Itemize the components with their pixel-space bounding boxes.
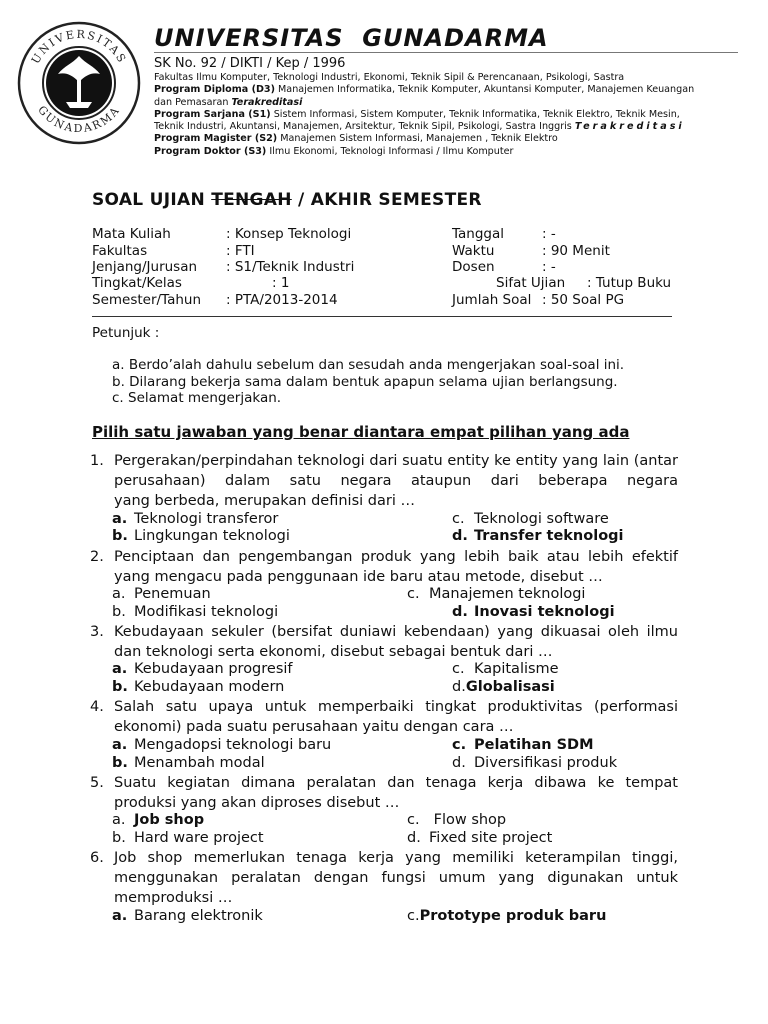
option: d. Diversifikasi produk bbox=[452, 755, 618, 771]
faculties-line: Fakultas Ilmu Komputer, Teknologi Industri, Ekonomi, Teknik Sipil & Perencanaan, Psikologi, Sastra bbox=[154, 72, 625, 83]
option: c. Flow shop bbox=[407, 812, 507, 828]
option: b. Lingkungan teknologi bbox=[112, 528, 290, 544]
info-label: Dosen bbox=[452, 259, 495, 275]
sk-number: SK No. 92 / DIKTI / Kep / 1996 bbox=[154, 56, 346, 71]
info-value: : 90 Menit bbox=[542, 243, 610, 259]
info-divider bbox=[92, 316, 672, 317]
option: c. Manajemen teknologi bbox=[407, 586, 586, 602]
option: a. Penemuan bbox=[112, 586, 211, 602]
program-list bbox=[154, 72, 744, 158]
exam-title: SOAL UJIAN TENGAH / AKHIR SEMESTER bbox=[92, 190, 482, 210]
option: a. Barang elektronik bbox=[112, 908, 263, 924]
info-label: Tanggal bbox=[452, 226, 505, 242]
instruction-item: a. Berdo’alah dahulu sebelum dan sesudah anda mengerjakan soal-soal ini. bbox=[112, 357, 625, 373]
info-value: : 50 Soal PG bbox=[542, 292, 625, 308]
option: c. Kapitalisme bbox=[452, 661, 559, 677]
option-correct: d. Transfer teknologi bbox=[452, 528, 624, 544]
option-correct: c. Pelatihan SDM bbox=[452, 737, 594, 753]
question: 5. Suatu kegiatan dimana peralatan dan tenaga kerja dibawa ke tempat produksi yang akan diproses disebut … bbox=[90, 775, 678, 811]
info-label: Fakultas bbox=[92, 243, 148, 259]
info-value: : - bbox=[542, 259, 556, 275]
info-label: Waktu bbox=[452, 243, 495, 259]
info-value: : FTI bbox=[226, 243, 255, 259]
question: 4. Salah satu upaya untuk memperbaiki tingkat produktivitas (performasi ekonomi) pada suatu perusahaan yaitu dengan cara … bbox=[90, 699, 678, 735]
question: 2. Penciptaan dan pengembangan produk yang lebih baik atau lebih efektif yang mengacu pada penggunaan ide baru atau metode, disebut … bbox=[90, 549, 678, 585]
info-value: : S1/Teknik Industri bbox=[226, 259, 355, 275]
option: d. Fixed site project bbox=[407, 830, 553, 846]
accreditation-badge: Terakreditasi bbox=[231, 96, 303, 108]
option: b. Hard ware project bbox=[112, 830, 264, 846]
question: 1. Pergerakan/perpindahan teknologi dari suatu entity ke entity yang lain (antar perusahaan) dalam satu negara ataupun dari beberapa negara yang berbeda, merupakan definisi dari … bbox=[90, 453, 678, 509]
question: 3. Kebudayaan sekuler (bersifat duniawi kebendaan) yang dikuasai oleh ilmu dan teknologi serta ekonomi, disebut sebagai bentuk dari … bbox=[90, 624, 678, 660]
option-correct: a. Job shop bbox=[112, 812, 205, 828]
magister-line: Program Magister (S2) Manajemen Sistem Informasi, Manajemen , Teknik Elektro bbox=[154, 133, 558, 145]
info-value: : Tutup Buku bbox=[587, 275, 672, 291]
instruction-item: b. Dilarang bekerja sama dalam bentuk apapun selama ujian berlangsung. bbox=[112, 374, 618, 390]
info-value: : PTA/2013-2014 bbox=[226, 292, 338, 308]
svg-text:GUNADARMA: GUNADARMA bbox=[35, 103, 123, 135]
option: b. Modifikasi teknologi bbox=[112, 604, 279, 620]
question: 6. Job shop memerlukan tenaga kerja yang memiliki keterampilan tinggi, menggunakan peralatan dengan fungsi umum yang digunakan untuk memproduksi … bbox=[90, 850, 678, 906]
diploma-line-2: dan Pemasaran Terakreditasi bbox=[154, 96, 303, 108]
option: b. Menambah modal bbox=[112, 755, 265, 771]
option: c. Teknologi software bbox=[452, 511, 609, 527]
info-label: Sifat Ujian bbox=[496, 275, 566, 291]
info-label: Jenjang/Jurusan bbox=[92, 259, 198, 275]
university-logo bbox=[16, 20, 142, 146]
option-correct: c.Prototype produk baru bbox=[407, 908, 607, 924]
doktor-line: Program Doktor (S3) Ilmu Ekonomi, Teknologi Informasi / Ilmu Komputer bbox=[154, 145, 514, 157]
info-value: : - bbox=[542, 226, 556, 242]
title-rule bbox=[154, 52, 738, 53]
info-value: : Konsep Teknologi bbox=[226, 226, 352, 242]
info-label: Jumlah Soal bbox=[452, 292, 532, 308]
svg-text:UNIVERSITAS: UNIVERSITAS bbox=[28, 27, 130, 67]
info-label: Mata Kuliah bbox=[92, 226, 171, 242]
section-heading: Pilih satu jawaban yang benar diantara empat pilihan yang ada bbox=[92, 423, 630, 441]
info-label: Tingkat/Kelas bbox=[92, 275, 182, 291]
option: a. Mengadopsi teknologi baru bbox=[112, 737, 332, 753]
university-title: UNIVERSITAS GUNADARMA bbox=[154, 24, 549, 52]
diploma-line: Program Diploma (D3) Manajemen Informatika, Teknik Komputer, Akuntansi Komputer, Manajemen Keuangan bbox=[154, 84, 695, 96]
info-label: Semester/Tahun bbox=[92, 292, 202, 308]
option-correct: d. Inovasi teknologi bbox=[452, 604, 615, 620]
option: a. Kebudayaan progresif bbox=[112, 661, 293, 677]
option-correct: d.Globalisasi bbox=[452, 679, 555, 695]
sarjana-line: Program Sarjana (S1) Sistem Informasi, Sistem Komputer, Teknik Informatika, Teknik Elektro, Teknik Mesin, bbox=[154, 108, 680, 120]
instructions-heading: Petunjuk : bbox=[92, 325, 160, 341]
accreditation-badge: Terakreditasi bbox=[574, 121, 685, 133]
sarjana-line-2: Teknik Industri, Akuntansi, Manajemen, Arsitektur, Teknik Sipil, Psikologi, Sastra Inggris Terakreditasi bbox=[154, 121, 685, 133]
instruction-item: c. Selamat mengerjakan. bbox=[112, 390, 282, 406]
option: b. Kebudayaan modern bbox=[112, 679, 285, 695]
option: a. Teknologi transferor bbox=[112, 511, 279, 527]
info-value: : 1 bbox=[272, 275, 290, 291]
